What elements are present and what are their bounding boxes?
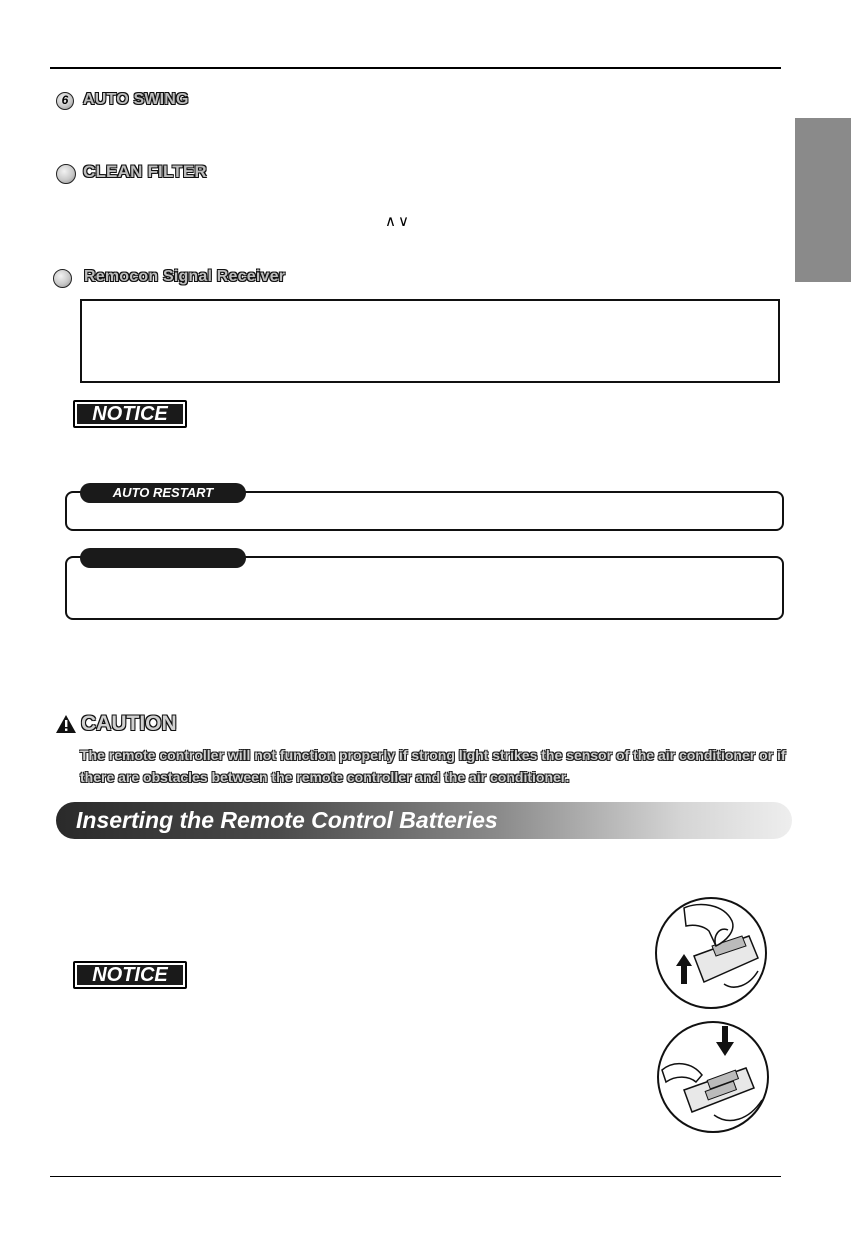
top-rule [50, 67, 781, 69]
clean-filter-bullet [56, 164, 76, 184]
caution-text: The remote controller will not function properly if strong light strikes the sensor of the air conditioner or if there are obstacles between the remote controller and the air conditioner. [80, 747, 786, 785]
warning-triangle-icon [55, 714, 77, 734]
auto-restart-label: AUTO RESTART [80, 483, 246, 503]
side-tab [795, 118, 851, 282]
batteries-section-banner: Inserting the Remote Control Batteries [56, 802, 792, 839]
insert-batteries-illustration [654, 1020, 772, 1134]
bottom-rule [50, 1176, 781, 1177]
notice-label: NOTICE [73, 400, 187, 428]
clean-filter-heading: CLEAN FILTER [83, 162, 207, 181]
caution-heading: CAUTION [81, 712, 177, 735]
remocon-heading: Remocon Signal Receiver [84, 268, 286, 285]
remocon-info-box [80, 299, 780, 383]
remocon-bullet [53, 269, 72, 288]
remove-cover-illustration [654, 896, 768, 1010]
second-box-label [80, 548, 246, 568]
caution-heading-row [55, 712, 177, 736]
auto-swing-heading: AUTO SWING [83, 91, 189, 108]
section-6-number-badge: 6 [56, 92, 74, 110]
batteries-notice-label: NOTICE [73, 961, 187, 989]
up-down-arrow-symbols: ∧∨ [385, 213, 411, 230]
